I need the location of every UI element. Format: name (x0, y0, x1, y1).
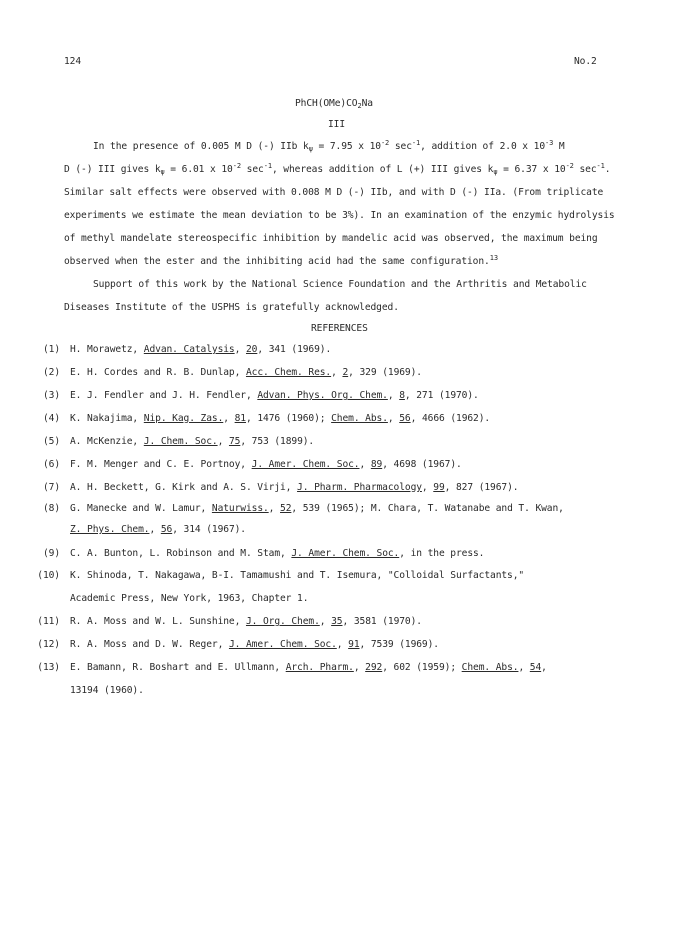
reference-4: (4) K. Nakajima, Nip. Kag. Zas., 81, 1476 (1960); Chem. Abs., 56, 4666 (1962). (30, 413, 650, 427)
journal-name: Chem. Abs. (461, 662, 519, 673)
reference-continuation: Academic Press, New York, 1963, Chapter 1. (70, 593, 309, 604)
journal-name: Naturwiss. (211, 503, 269, 514)
journal-name: J. Pharm. Pharmacology (297, 482, 422, 493)
reference-number: (4) (42, 413, 60, 424)
reference-number: (13) (37, 662, 60, 673)
volume: 8 (399, 390, 405, 401)
chemical-formula (295, 98, 373, 109)
paragraph-1-line-5: of methyl mandelate stereospecific inhibition by mandelic acid was observed, the maximum being (64, 233, 598, 244)
reference-number: (10) (37, 570, 60, 581)
paragraph-1-line-1: In the presence of 0.005 M D (-) IIb $k_\psi = 7.95$ x $10^{-2}$ $\sec^{-1}$, addition of 2.0 x $10^{-3}$ M (93, 139, 565, 153)
formula-tail: Na (361, 98, 373, 109)
reference-number: (11) (37, 616, 60, 627)
reference-1: (1) H. Morawetz, Advan. Catalysis, 20, 341 (1969). (30, 344, 650, 358)
paragraph-1-line-4: experiments we estimate the mean deviation to be 3%). In an examination of the enzymic hydrolysis (64, 210, 615, 221)
reference-number: (12) (37, 639, 60, 650)
compound-label: III (328, 119, 346, 130)
volume: 2 (342, 367, 349, 378)
reference-number: (6) (42, 459, 60, 470)
volume: 56 (399, 413, 411, 424)
volume: 99 (433, 482, 445, 493)
journal-name: J. Chem. Soc. (143, 436, 218, 447)
reference-number: (7) (42, 482, 60, 493)
journal-name: J. Amer. Chem. Soc. (228, 639, 337, 650)
volume: 292 (365, 662, 383, 673)
reference-continuation: 13194 (1960). (70, 685, 144, 696)
formula-main: PhCH(OMe)CO (295, 98, 358, 109)
journal-name: J. Amer. Chem. Soc. (251, 459, 360, 470)
paragraph-2-line-2: Diseases Institute of the USPHS is gratefully acknowledged. (64, 302, 399, 313)
reference-number: (3) (42, 390, 60, 401)
paragraph-1-line-6: observed when the ester and the inhibiting acid had the same configuration.$^{13}$ (64, 254, 498, 267)
formula-subscript: 2 (357, 102, 362, 110)
paragraph-2-line-1: Support of this work by the National Science Foundation and the Arthritis and Metabolic (93, 279, 587, 290)
volume: 56 (160, 524, 173, 535)
volume: 89 (370, 459, 383, 470)
reference-12: (12) R. A. Moss and D. W. Reger, J. Amer. Chem. Soc., 91, 7539 (1969). (30, 639, 650, 653)
reference-6: (6) F. M. Menger and C. E. Portnoy, J. Amer. Chem. Soc., 89, 4698 (1967). (30, 459, 650, 473)
reference-number: (5) (42, 436, 60, 447)
reference-11: (11) R. A. Moss and W. L. Sunshine, J. Org. Chem., 35, 3581 (1970). (30, 616, 650, 630)
reference-continuation: Z. Phys. Chem., 56, 314 (1967). (70, 524, 246, 535)
paragraph-1-line-2: D (-) III gives $k_\psi = 6.01$ x $10^{-2}$ $\sec^{-1}$, whereas addition of L (+) III gives $k_\psi = 6.37$ x $10^{-2}$ $\sec^{-1}$. (64, 162, 611, 176)
journal-name: Acc. Chem. Res. (245, 367, 332, 378)
journal-name: Nip. Kag. Zas. (143, 413, 224, 424)
reference-8: (8) G. Manecke and W. Lamur, Naturwiss., 52, 539 (1965); M. Chara, T. Watanabe and T. Kwan, Z. Phys. Chem., 56, 314 (1967). (30, 503, 650, 543)
volume: 75 (228, 436, 241, 447)
reference-number: (8) (42, 503, 60, 514)
reference-number: (2) (42, 367, 60, 378)
reference-2: (2) E. H. Cordes and R. B. Dunlap, Acc. Chem. Res., 2, 329 (1969). (30, 367, 650, 381)
paragraph-1-line-3: Similar salt effects were observed with 0.008 M D (-) IIb, and with D (-) IIa. (From triplicate (64, 187, 604, 198)
reference-3: (3) E. J. Fendler and J. H. Fendler, Advan. Phys. Org. Chem., 8, 271 (1970). (30, 390, 650, 404)
reference-number: (1) (42, 344, 60, 355)
journal-name: J. Org. Chem. (245, 616, 320, 627)
journal-name: Advan. Catalysis (143, 344, 235, 355)
volume: 54 (529, 662, 542, 673)
page-number: 124 (64, 56, 82, 67)
reference-13: (13) E. Bamann, R. Boshart and E. Ullmann, Arch. Pharm., 292, 602 (1959); Chem. Abs., 54, 13194 (1960). (30, 662, 650, 702)
journal-name: Chem. Abs. (331, 413, 388, 424)
volume: 35 (331, 616, 343, 627)
reference-number: (9) (42, 548, 60, 559)
journal-name: Arch. Pharm. (285, 662, 354, 673)
references-heading: REFERENCES (311, 323, 368, 334)
journal-name: Advan. Phys. Org. Chem. (257, 390, 388, 401)
reference-10: (10) K. Shinoda, T. Nakagawa, B-I. Tamamushi and T. Isemura, "Colloidal Surfactants," Academic Press, New York, 1963, Chapter 1. (30, 570, 650, 610)
volume: 81 (234, 413, 246, 424)
citation-13: 13 (489, 254, 498, 262)
volume: 52 (280, 503, 292, 514)
reference-5: (5) A. McKenzie, J. Chem. Soc., 75, 753 (1899). (30, 436, 650, 450)
journal-name: Z. Phys. Chem. (70, 524, 150, 535)
journal-name: J. Amer. Chem. Soc. (291, 548, 400, 559)
volume: 20 (245, 344, 258, 355)
issue-number: No.2 (574, 56, 597, 67)
reference-7: (7) A. H. Beckett, G. Kirk and A. S. Virji, J. Pharm. Pharmacology, 99, 827 (1967). (30, 482, 650, 496)
volume: 91 (348, 639, 360, 650)
reference-9: (9) C. A. Bunton, L. Robinson and M. Stam, J. Amer. Chem. Soc., in the press. (30, 548, 650, 562)
